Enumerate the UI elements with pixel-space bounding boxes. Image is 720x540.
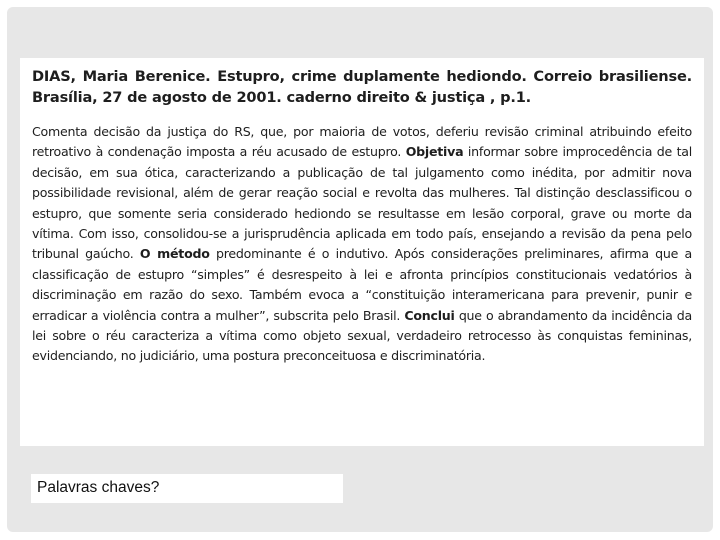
- abstract-part-2: informar sobre improcedência de tal decisão, em sua ótica, caracterizando a publicação de tal julgamento como inédita, por admitir nova possibilidade revisional, além de gerar reação social e revolta das mulheres. Tal distinção desclassificou o estupro, que somente seria considerado hediondo se resultasse em lesão corporal, grave ou morte da vítima. Com isso, consolidou-se a jurisprudência aplicada em todo país, ensejando a revisão da pena pelo tribunal gaúcho.: [32, 144, 692, 262]
- keywords-label: Palavras chaves?: [37, 479, 160, 496]
- keywords-box: [31, 474, 343, 503]
- abstract-part-1: Comenta decisão da justiça do RS, que, por maioria de votos, deferiu revisão criminal atribuindo efeito retroativo à condenação imposta a réu acusado de estupro.: [32, 124, 692, 160]
- keyword-metodo: O método: [139, 246, 210, 262]
- citation-reference: DIAS, Maria Berenice. Estupro, crime duplamente hediondo. Correio brasiliense. Brasília, 27 de agosto de 2001. caderno direito & justiça , p.1.: [32, 68, 692, 106]
- abstract-part-4: que o abrandamento da incidência da lei sobre o réu caracteriza a vítima como objeto sexual, verdadeiro retrocesso às conquistas femininas, evidenciando, no judiciário, uma postura preconceituosa e discriminatória.: [32, 307, 692, 364]
- abstract-part-3: predominante é o indutivo. Após considerações preliminares, afirma que a classificação de estupro “simples” é desrespeito à lei e afronta princípios constitucionais vedatórios à discriminação em razão do sexo. Também evoca a “constituição interamericana para prevenir, punir e erradicar a violência contra a mulher”, subscrita pelo Brasil.: [32, 246, 692, 323]
- abstract-text: [32, 122, 692, 367]
- keyword-objetiva: Objetiva: [405, 144, 464, 160]
- document-excerpt: [20, 58, 704, 446]
- keyword-conclui: Conclui: [404, 307, 455, 323]
